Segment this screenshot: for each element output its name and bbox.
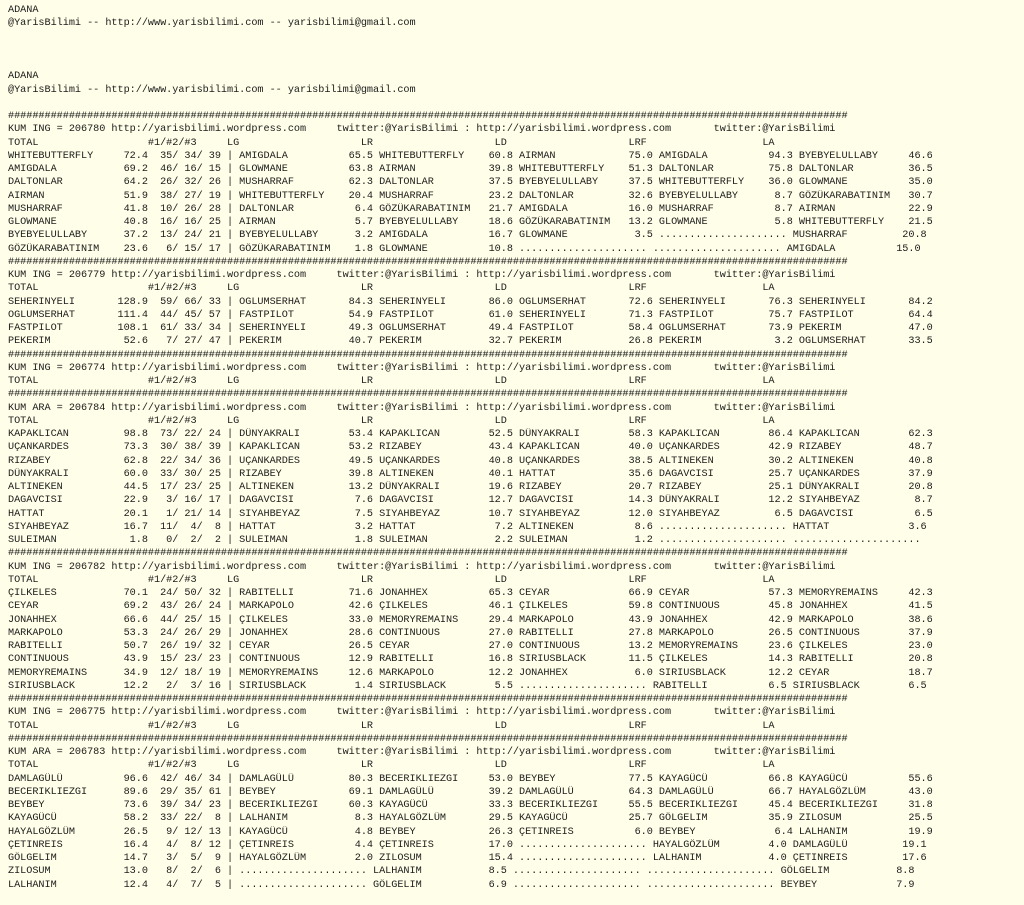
result-row: FASTPILOT 108.1 61/ 33/ 34 | SEHERINYELI 49.3 OGLUMSERHAT 49.4 FASTPILOT 58.4 OGLUMSERHAT 73.9 PEKERIM 47.0 [8,323,933,334]
result-row: GÖZÜKARABATINIM 23.6 6/ 15/ 17 | GÖZÜKARABATINIM 1.8 GLOWMANE 10.8 ..................... ..................... AMIGDALA 15.0 [8,243,921,255]
result-row: CEYAR 69.2 43/ 26/ 24 | MARKAPOLO 42.6 ÇILKELES 46.1 ÇILKELES 59.8 CONTINUOUS 45.8 JONAHHEX 41.5 [8,601,933,613]
result-row: SIYAHBEYAZ 16.7 11/ 4/ 8 | HATTAT 3.2 HATTAT 7.2 ALTINEKEN 8.6 ..................... HATTAT 3.6 [8,521,927,533]
race-results-body [8,110,1016,892]
race-header: KUM ING = 206774 http://yarisbilimi.wordpress.com twitter:@YarisBilimi : http://yarisbilimi.wordpress.com twitter:@YarisBilimi [8,362,836,374]
result-row: ZILOSUM 13.0 8/ 2/ 6 | ..................... LALHANIM 8.5 ..................... ..................... GÖLGELIM 8.8 [8,866,915,878]
column-header: TOTAL #1/#2/#3 LG LR LD LRF LA [8,283,775,295]
result-row: SULEIMAN 1.8 0/ 2/ 2 | SULEIMAN 1.8 SULEIMAN 2.2 SULEIMAN 1.2 ..................... ..................... [8,535,921,546]
separator-line: ########################################################################################################################################## [8,256,848,268]
result-row: GLOWMANE 40.8 16/ 16/ 25 | AIRMAN 5.7 BYEBYELULLABY 18.6 GÖZÜKARABATINIM 13.2 GLOWMANE 5.8 WHITEBUTTERFLY 21.5 [8,217,933,228]
result-row: DAMLAGÜLÜ 96.6 42/ 46/ 34 | DAMLAGÜLÜ 80.3 BECERIKLIEZGI 53.0 BEYBEY 77.5 KAYAGÜCÜ 66.8 KAYAGÜCÜ 55.6 [8,773,933,785]
column-header: TOTAL #1/#2/#3 LG LR LD LRF LA [8,415,775,427]
result-row: MEMORYREMAINS 34.9 12/ 18/ 19 | MEMORYREMAINS 12.6 MARKAPOLO 12.2 JONAHHEX 6.0 SIRIUSBLACK 12.2 CEYAR 18.7 [8,667,933,679]
result-row: KAYAGÜCÜ 58.2 33/ 22/ 8 | LALHANIM 8.3 HAYALGÖZLÜM 29.5 KAYAGÜCÜ 25.7 GÖLGELIM 35.9 ZILOSUM 25.5 [8,813,933,825]
result-row: DÜNYAKRALI 60.0 33/ 30/ 25 | RIZABEY 39.8 ALTINEKEN 40.1 HATTAT 35.6 DAGAVCISI 25.7 UÇANKARDES 37.9 [8,468,933,480]
separator-line: ########################################################################################################################################## [8,111,848,122]
result-row: AIRMAN 51.9 38/ 27/ 19 | WHITEBUTTERFLY 20.4 MUSHARRAF 23.2 DALTONLAR 32.6 BYEBYELULLABY 8.7 GÖZÜKARABATINIM 30.7 [8,190,933,202]
result-row: SEHERINYELI 128.9 59/ 66/ 33 | OGLUMSERHAT 84.3 SEHERINYELI 86.0 OGLUMSERHAT 72.6 SEHERINYELI 76.3 SEHERINYELI 84.2 [8,296,933,308]
result-row: HATTAT 20.1 1/ 21/ 14 | SIYAHBEYAZ 7.5 SIYAHBEYAZ 10.7 SIYAHBEYAZ 12.0 SIYAHBEYAZ 6.5 DAGAVCISI 6.5 [8,508,933,520]
result-row: LALHANIM 12.4 4/ 7/ 5 | ..................... GÖLGELIM 6.9 ..................... ..................... BEYBEY 7.9 [8,879,915,891]
result-row: SIRIUSBLACK 12.2 2/ 3/ 16 | SIRIUSBLACK 1.4 SIRIUSBLACK 5.5 ..................... RABITELLI 6.5 SIRIUSBLACK 6.5 [8,680,927,692]
result-row: BECERIKLIEZGI 89.6 29/ 35/ 61 | BEYBEY 69.1 DAMLAGÜLÜ 39.2 DAMLAGÜLÜ 64.3 DAMLAGÜLÜ 66.7 HAYALGÖZLÜM 43.0 [8,786,933,798]
result-row: UÇANKARDES 73.3 30/ 38/ 39 | KAPAKLICAN 53.2 RIZABEY 43.4 KAPAKLICAN 40.0 UÇANKARDES 42.9 RIZABEY 48.7 [8,442,933,454]
result-row: WHITEBUTTERFLY 72.4 35/ 34/ 39 | AMIGDALA 65.5 WHITEBUTTERFLY 60.8 AIRMAN 75.0 AMIGDALA 94.3 BYEBYELULLABY 46.6 [8,150,933,162]
result-row: RIZABEY 62.8 22/ 34/ 36 | UÇANKARDES 49.5 UÇANKARDES 40.8 UÇANKARDES 38.5 ALTINEKEN 30.2 ALTINEKEN 40.8 [8,455,933,467]
separator-line: ########################################################################################################################################## [8,733,848,745]
result-row: BYEBYELULLABY 37.2 13/ 24/ 21 | BYEBYELULLABY 3.2 AMIGDALA 16.7 GLOWMANE 3.5 ..................... MUSHARRAF 20.8 [8,230,927,242]
result-row: HAYALGÖZLÜM 26.5 9/ 12/ 13 | KAYAGÜCÜ 4.8 BEYBEY 26.3 ÇETINREIS 6.0 BEYBEY 6.4 LALHANIM 19.9 [8,826,933,838]
result-row: MARKAPOLO 53.3 24/ 26/ 29 | JONAHHEX 28.6 CONTINUOUS 27.0 RABITELLI 27.8 MARKAPOLO 26.5 CONTINUOUS 37.9 [8,627,933,639]
result-row: PEKERIM 52.6 7/ 27/ 47 | PEKERIM 40.7 PEKERIM 32.7 PEKERIM 26.8 PEKERIM 3.2 OGLUMSERHAT 33.5 [8,336,933,348]
separator-line: ########################################################################################################################################## [8,349,848,361]
header-city: ADANA [8,5,39,16]
column-header: TOTAL #1/#2/#3 LG LR LD LRF LA [8,376,775,387]
spacer [8,97,1016,110]
spacer [8,57,1016,70]
column-header: TOTAL #1/#2/#3 LG LR LD LRF LA [8,760,775,772]
race-header: KUM ARA = 206783 http://yarisbilimi.wordpress.com twitter:@YarisBilimi : http://yarisbilimi.wordpress.com twitter:@YarisBilimi [8,747,836,758]
result-row: BEYBEY 73.6 39/ 34/ 23 | BECERIKLIEZGI 60.3 KAYAGÜCÜ 33.3 BECERIKLIEZGI 55.5 BECERIKLIEZGI 45.4 BECERIKLIEZGI 31.8 [8,800,933,811]
separator-line: ########################################################################################################################################## [8,694,848,705]
result-row: OGLUMSERHAT 111.4 44/ 45/ 57 | FASTPILOT 54.9 FASTPILOT 61.0 SEHERINYELI 71.3 FASTPILOT 75.7 FASTPILOT 64.4 [8,309,933,321]
result-row: ÇETINREIS 16.4 4/ 8/ 12 | ÇETINREIS 4.4 ÇETINREIS 17.0 ..................... HAYALGÖZLÜM 4.0 DAMLAGÜLÜ 19.1 [8,839,927,851]
spacer [8,44,1016,57]
result-row: JONAHHEX 66.6 44/ 25/ 15 | ÇILKELES 33.0 MEMORYREMAINS 29.4 MARKAPOLO 43.9 JONAHHEX 42.9 MARKAPOLO 38.6 [8,614,933,626]
column-header: TOTAL #1/#2/#3 LG LR LD LRF LA [8,720,775,732]
result-row: CONTINUOUS 43.9 15/ 23/ 23 | CONTINUOUS 12.9 RABITELLI 16.8 SIRIUSBLACK 11.5 ÇILKELES 14.3 RABITELLI 20.8 [8,654,933,666]
race-header: KUM ING = 206775 http://yarisbilimi.wordpress.com twitter:@YarisBilimi : http://yarisbilimi.wordpress.com twitter:@YarisBilimi [8,707,836,719]
separator-line: ########################################################################################################################################## [8,548,848,560]
header-contact: @YarisBilimi -- http://www.yarisbilimi.com -- yarisbilimi@gmail.com [8,84,416,96]
race-header: KUM ING = 206782 http://yarisbilimi.wordpress.com twitter:@YarisBilimi : http://yarisbilimi.wordpress.com twitter:@YarisBilimi [8,561,836,573]
result-row: DAGAVCISI 22.9 3/ 16/ 17 | DAGAVCISI 7.6 DAGAVCISI 12.7 DAGAVCISI 14.3 DÜNYAKRALI 12.2 SIYAHBEYAZ 8.7 [8,495,933,507]
header-city: ADANA [8,71,39,83]
column-header: TOTAL #1/#2/#3 LG LR LD LRF LA [8,574,775,586]
header-contact: @YarisBilimi -- http://www.yarisbilimi.com -- yarisbilimi@gmail.com [8,18,416,30]
race-header: KUM ARA = 206784 http://yarisbilimi.wordpress.com twitter:@YarisBilimi : http://yarisbilimi.wordpress.com twitter:@YarisBilimi [8,402,836,414]
result-row: ALTINEKEN 44.5 17/ 23/ 25 | ALTINEKEN 13.2 DÜNYAKRALI 19.6 RIZABEY 20.7 RIZABEY 25.1 DÜNYAKRALI 20.8 [8,482,933,493]
result-row: MUSHARRAF 41.8 10/ 26/ 28 | DALTONLAR 6.4 GÖZÜKARABATINIM 21.7 AMIGDALA 16.0 MUSHARRAF 8.7 AIRMAN 22.9 [8,203,933,215]
result-row: KAPAKLICAN 98.8 73/ 22/ 24 | DÜNYAKRALI 53.4 KAPAKLICAN 52.5 DÜNYAKRALI 58.3 KAPAKLICAN 86.4 KAPAKLICAN 62.3 [8,429,933,440]
separator-line: ########################################################################################################################################## [8,389,848,401]
race-header: KUM ING = 206779 http://yarisbilimi.wordpress.com twitter:@YarisBilimi : http://yarisbilimi.wordpress.com twitter:@YarisBilimi [8,270,836,281]
result-row: DALTONLAR 64.2 26/ 32/ 26 | MUSHARRAF 62.3 DALTONLAR 37.5 BYEBYELULLABY 37.5 WHITEBUTTERFLY 36.0 GLOWMANE 35.0 [8,177,933,189]
result-row: ÇILKELES 70.1 24/ 50/ 32 | RABITELLI 71.6 JONAHHEX 65.3 CEYAR 66.9 CEYAR 57.3 MEMORYREMAINS 42.3 [8,588,933,599]
column-header: TOTAL #1/#2/#3 LG LR LD LRF LA [8,137,775,149]
result-row: AMIGDALA 69.2 46/ 16/ 15 | GLOWMANE 63.8 AIRMAN 39.8 WHITEBUTTERFLY 51.3 DALTONLAR 75.8 DALTONLAR 36.5 [8,164,933,175]
result-row: RABITELLI 50.7 26/ 19/ 32 | CEYAR 26.5 CEYAR 27.0 CONTINUOUS 13.2 MEMORYREMAINS 23.6 ÇILKELES 23.0 [8,641,933,652]
result-row: GÖLGELIM 14.7 3/ 5/ 9 | HAYALGÖZLÜM 2.0 ZILOSUM 15.4 ..................... LALHANIM 4.0 ÇETINREIS 17.6 [8,853,927,864]
spacer [8,31,1016,44]
race-header: KUM ING = 206780 http://yarisbilimi.wordpress.com twitter:@YarisBilimi : http://yarisbilimi.wordpress.com twitter:@YarisBilimi [8,124,836,136]
